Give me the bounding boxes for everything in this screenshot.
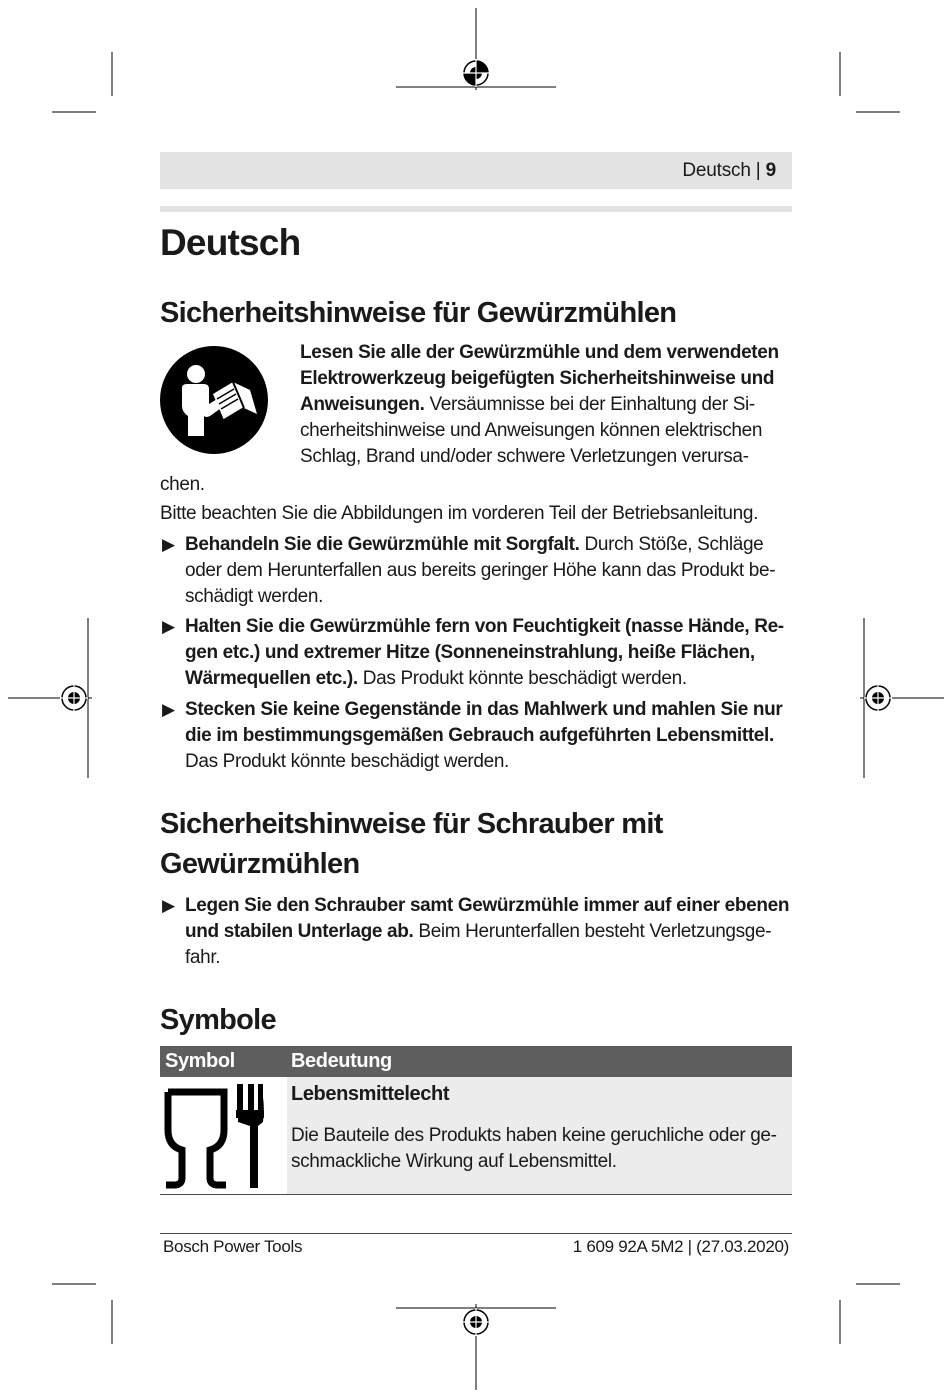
list-item (160, 697, 800, 775)
note-paragraph: Bitte beachten Sie die Abbildungen im vorderen Teil der Betriebsanleitung. (160, 503, 758, 524)
registration-mark-icon (462, 1308, 490, 1336)
read-manual-icon (160, 346, 268, 454)
registration-mark-icon (462, 59, 490, 87)
footer-doc-number: 1 609 92A 5M2 | (27.03.2020) (572, 1237, 789, 1256)
list-item (160, 893, 800, 971)
symbol-title: Lebensmittelecht (291, 1083, 450, 1105)
bullet-bold: Halten Sie die Gewürzmühle fern von Feuchtigkeit (nasse Hände, Re-gen etc.) und extremer Hitze (Sonneneinstrahlung, heiße Flächen, Wärmequellen etc.). (185, 616, 784, 689)
intro-bold: Lesen Sie alle der Gewürzmühle und dem verwendeten Elektrowerkzeug beigefügten Sicherheitshinweise und Anweisungen. (300, 342, 779, 415)
intro-text: Versäumnisse bei der Einhaltung der Si-cherheitshinweise und Anweisungen können elektrischen Schlag, Brand und/oder schwere Verletzungen verursa- (300, 394, 763, 467)
header-section: Deutsch (682, 160, 751, 181)
section-heading-symbols: Symbole (160, 1004, 276, 1036)
header-rule (160, 206, 792, 212)
footer-brand: Bosch Power Tools (163, 1237, 303, 1256)
list-item (160, 614, 800, 692)
triangle-bullet-icon: ▶ (162, 896, 175, 915)
bullet-bold: Stecken Sie keine Gegenstände in das Mahlwerk und mahlen Sie nur die im bestimmungsgemäßen Gebrauch aufgeführten Lebensmittel. (185, 699, 783, 746)
header-separator: | (750, 160, 766, 181)
intro-tail: chen. (160, 474, 205, 495)
page-number: 9 (765, 160, 776, 181)
section-heading-screwdriver-safety: Sicherheitshinweise für Schrauber mit Gewürzmühlen (160, 808, 663, 880)
table-bottom-rule (160, 1194, 792, 1195)
registration-mark-icon (864, 684, 892, 712)
triangle-bullet-icon: ▶ (162, 617, 175, 636)
list-item (160, 532, 800, 610)
bullet-text: Beim Herunterfallen besteht Verletzungsge-fahr. (185, 921, 772, 968)
intro-paragraph (300, 340, 795, 470)
header-text (682, 160, 776, 182)
bullet-bold: Behandeln Sie die Gewürzmühle mit Sorgfalt. (185, 534, 580, 555)
food-safe-icon (162, 1082, 268, 1192)
footer-rule (160, 1233, 792, 1234)
bullet-text: Das Produkt könnte beschädigt werden. (185, 751, 509, 772)
bullet-text: Durch Stöße, Schläge oder dem Herunterfallen aus bereits geringer Höhe kann das Produkt be-schädigt werden. (185, 534, 776, 607)
running-header (160, 152, 792, 189)
bullet-bold: Legen Sie den Schrauber samt Gewürzmühle immer auf einer ebenen und stabilen Unterlage ab. (185, 895, 790, 942)
page-title: Deutsch (160, 222, 301, 263)
bullet-text: Das Produkt könnte beschädigt werden. (357, 668, 687, 689)
symbols-table-header (160, 1046, 792, 1077)
symbol-description: Die Bauteile des Produkts haben keine geruchliche oder ge-schmackliche Wirkung auf Lebensmittel. (291, 1125, 777, 1172)
triangle-bullet-icon: ▶ (162, 700, 175, 719)
column-header-meaning: Bedeutung (291, 1050, 392, 1072)
registration-mark-icon (60, 684, 88, 712)
triangle-bullet-icon: ▶ (162, 535, 175, 554)
column-header-symbol: Symbol (165, 1050, 235, 1072)
section-heading-grinder-safety: Sicherheitshinweise für Gewürzmühlen (160, 297, 677, 329)
